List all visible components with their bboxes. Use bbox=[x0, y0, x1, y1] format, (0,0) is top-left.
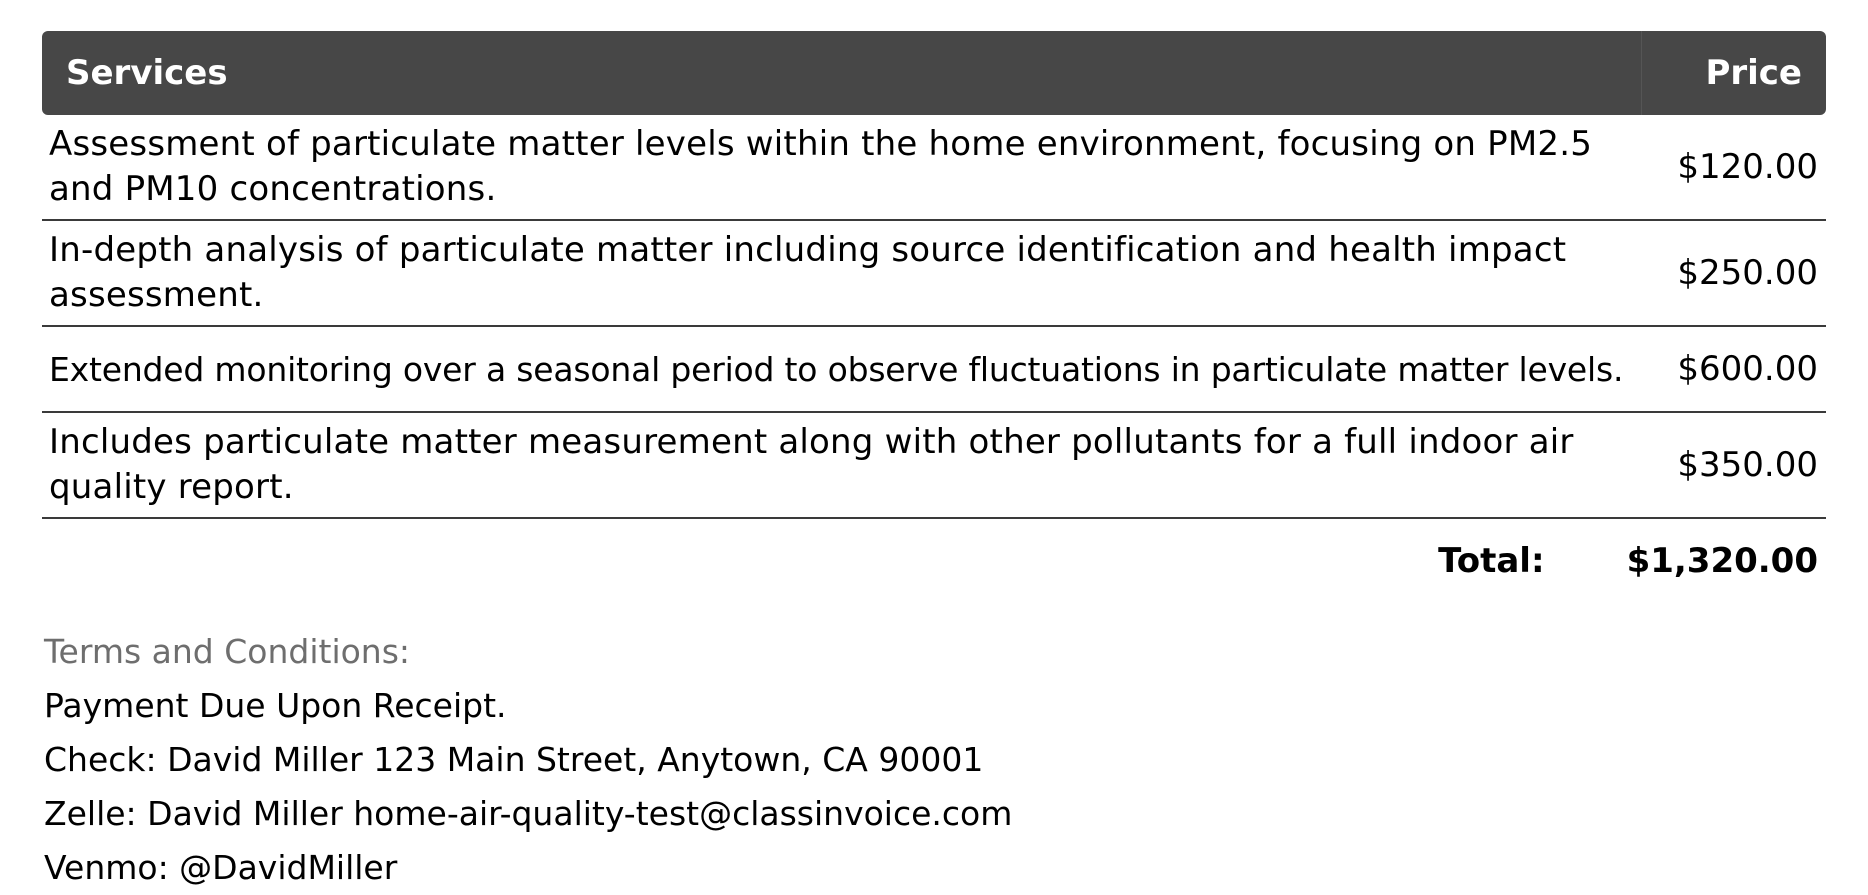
terms-venmo: Venmo: @DavidMiller bbox=[44, 848, 398, 887]
total-row bbox=[42, 519, 1826, 603]
service-price: $600.00 bbox=[1677, 348, 1818, 389]
service-description: Extended monitoring over a seasonal period to observe fluctuations in particulate matter levels. bbox=[49, 349, 1624, 389]
service-description: In-depth analysis of particulate matter including source identification and health impact assessment. bbox=[49, 230, 1567, 315]
service-price: $250.00 bbox=[1677, 252, 1818, 293]
terms-section bbox=[42, 625, 1826, 895]
terms-check: Check: David Miller 123 Main Street, Anytown, CA 90001 bbox=[44, 740, 984, 779]
table-row bbox=[42, 413, 1826, 519]
invoice-body bbox=[42, 31, 1826, 895]
service-description: Assessment of particulate matter levels within the home environment, focusing on PM2.5 and PM10 concentrations. bbox=[49, 124, 1593, 209]
service-price: $120.00 bbox=[1677, 146, 1818, 187]
table-row bbox=[42, 115, 1826, 221]
table-row bbox=[42, 221, 1826, 327]
table-header bbox=[42, 31, 1826, 115]
total-label: Total: bbox=[1438, 541, 1545, 581]
terms-payment-due: Payment Due Upon Receipt. bbox=[44, 686, 507, 725]
total-value: $1,320.00 bbox=[1626, 541, 1818, 581]
services-column-header: Services bbox=[66, 53, 228, 93]
services-table bbox=[42, 31, 1826, 603]
terms-zelle: Zelle: David Miller home-air-quality-test@classinvoice.com bbox=[44, 794, 1013, 833]
table-row bbox=[42, 327, 1826, 413]
price-column-header: Price bbox=[1641, 31, 1826, 115]
service-price: $350.00 bbox=[1677, 444, 1818, 485]
service-description: Includes particulate matter measurement along with other pollutants for a full indoor air quality report. bbox=[49, 422, 1574, 507]
terms-heading: Terms and Conditions: bbox=[44, 632, 411, 671]
